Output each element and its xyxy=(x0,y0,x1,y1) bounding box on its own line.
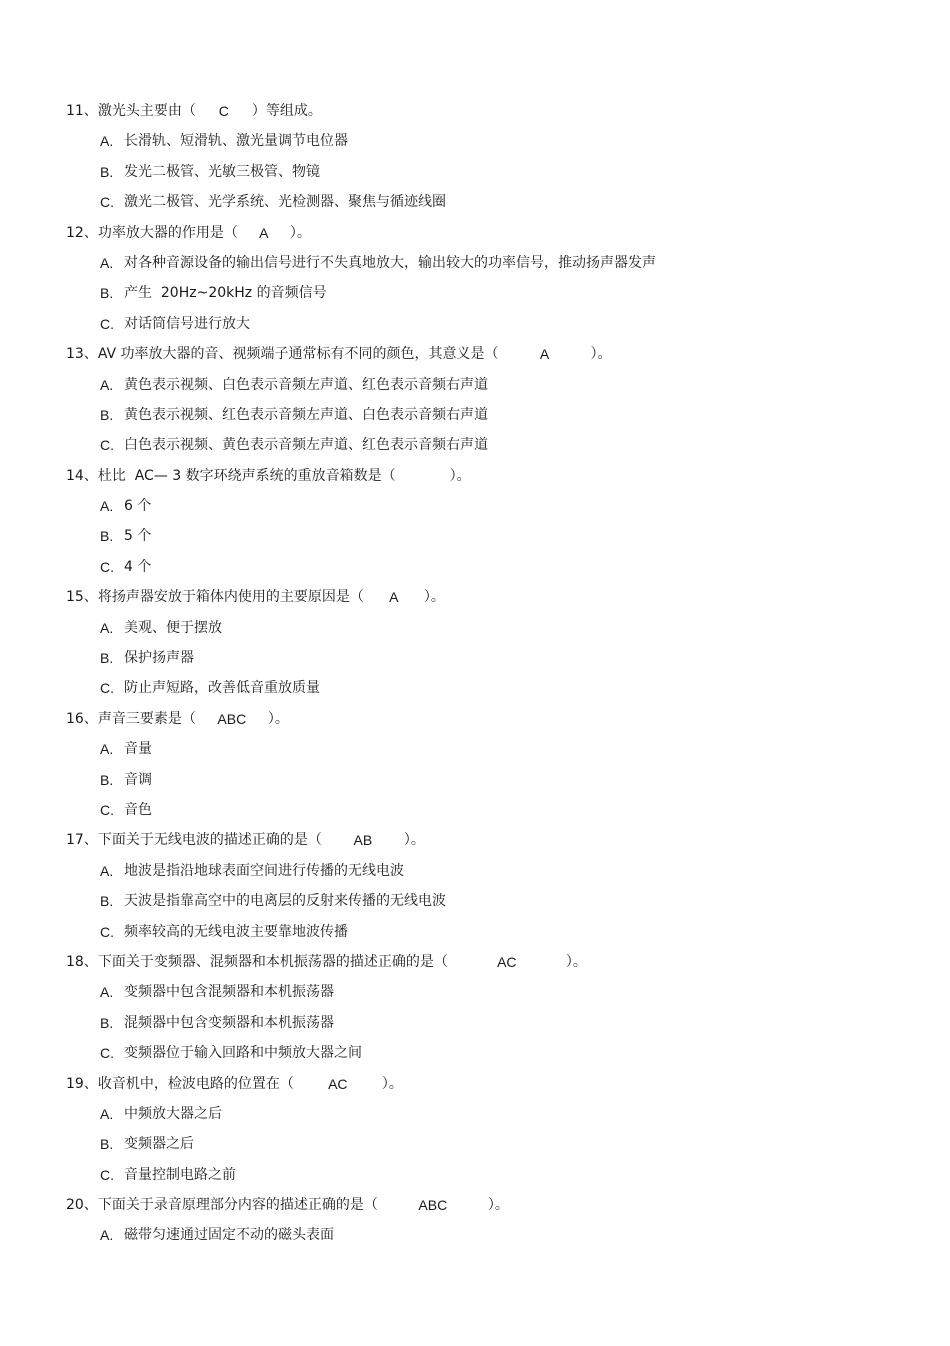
option-item xyxy=(66,370,906,400)
question-number: 15、 xyxy=(66,589,98,606)
option-letter: C. xyxy=(100,801,114,818)
option-letter: A. xyxy=(100,862,114,879)
question-text-before: AV 功率放大器的音、视频端子通常标有不同的颜色，其意义是（ xyxy=(97,346,499,363)
option-text: 保护扬声器 xyxy=(124,650,194,667)
question-stem xyxy=(66,825,906,855)
option-text: 音量控制电路之前 xyxy=(124,1166,236,1183)
option-letter: C. xyxy=(100,437,114,454)
option-text: 变频器中包含混频器和本机振荡器 xyxy=(124,984,334,1001)
question-text-before: 激光头主要由（ xyxy=(97,103,196,119)
answer-blank: A xyxy=(539,346,550,363)
option-item xyxy=(66,309,906,339)
option-text: 变频器之后 xyxy=(124,1136,194,1153)
option-item xyxy=(66,1099,906,1129)
option-letter: C. xyxy=(100,1166,114,1183)
option-item xyxy=(66,856,906,886)
option-item xyxy=(66,187,906,217)
question-number: 14、 xyxy=(66,467,98,484)
option-letter: C. xyxy=(100,680,114,697)
option-text: 黄色表示视频、红色表示音频左声道、白色表示音频右声道 xyxy=(124,406,488,423)
option-letter: B. xyxy=(100,893,114,910)
question-text-after: ）。 xyxy=(487,1197,509,1214)
option-letter: B. xyxy=(100,285,114,302)
question-text-after: ）。 xyxy=(267,710,289,727)
question-text-after: ）。 xyxy=(565,953,587,970)
option-item xyxy=(66,521,906,551)
question-text-after: ）等组成。 xyxy=(251,103,322,119)
answer-blank: A xyxy=(389,589,399,606)
option-item xyxy=(66,673,906,703)
option-item xyxy=(66,430,906,460)
question-stem xyxy=(66,582,906,612)
option-item xyxy=(66,248,906,278)
question-text-after: ）。 xyxy=(289,224,311,241)
question-number: 12、 xyxy=(66,224,98,241)
option-letter: B. xyxy=(100,163,114,180)
option-text: 5 个 xyxy=(124,528,152,545)
question-number: 18、 xyxy=(66,953,98,970)
question-stem xyxy=(66,461,906,491)
question-stem xyxy=(66,704,906,734)
option-item xyxy=(66,1160,906,1190)
option-item xyxy=(66,917,906,947)
option-text: 中频放大器之后 xyxy=(124,1105,222,1122)
option-letter: A. xyxy=(100,619,114,636)
question-stem xyxy=(66,1190,906,1220)
option-text: 地波是指沿地球表面空间进行传播的无线电波 xyxy=(124,862,404,879)
option-letter: C. xyxy=(100,315,114,332)
question-text-before: 收音机中，检波电路的位置在（ xyxy=(97,1075,294,1092)
option-letter: C. xyxy=(100,194,114,211)
option-text: 磁带匀速通过固定不动的磁头表面 xyxy=(124,1227,334,1244)
answer-blank: AC xyxy=(497,953,517,970)
option-letter: A. xyxy=(100,133,114,150)
question-number: 17、 xyxy=(66,832,98,849)
option-letter: B. xyxy=(100,771,114,788)
option-text: 激光二极管、光学系统、光检测器、聚焦与循迹线圈 xyxy=(124,194,446,211)
option-letter: A. xyxy=(100,1227,114,1244)
option-letter: B. xyxy=(100,650,114,667)
question-text-after: ）。 xyxy=(423,589,445,606)
question-number: 20、 xyxy=(66,1197,98,1214)
option-item xyxy=(66,795,906,825)
option-text: 长滑轨、短滑轨、激光量调节电位器 xyxy=(124,133,348,150)
option-item xyxy=(66,1008,906,1038)
option-text: 变频器位于输入回路和中频放大器之间 xyxy=(124,1045,362,1062)
option-text: 音色 xyxy=(124,801,152,818)
question-number: 13、 xyxy=(66,346,98,363)
option-text: 频率较高的无线电波主要靠地波传播 xyxy=(124,923,348,940)
question-text-after: ）。 xyxy=(590,346,612,363)
option-text: 发光二极管、光敏三极管、物镜 xyxy=(124,163,320,180)
option-item xyxy=(66,765,906,795)
option-item xyxy=(66,1129,906,1159)
answer-blank: AB xyxy=(353,832,373,849)
option-letter: A. xyxy=(100,984,114,1001)
question-stem xyxy=(66,1069,906,1099)
option-item xyxy=(66,1038,906,1068)
option-letter: A. xyxy=(100,1105,114,1122)
question-number: 11、 xyxy=(66,103,98,119)
option-text: 4 个 xyxy=(124,558,152,575)
question-text-after: ）。 xyxy=(449,467,471,484)
question-text-before: 下面关于无线电波的描述正确的是（ xyxy=(97,832,322,849)
option-letter: C. xyxy=(100,558,114,575)
option-item xyxy=(66,1220,906,1250)
option-text: 防止声短路，改善低音重放质量 xyxy=(124,680,320,697)
question-text-before: 功率放大器的作用是（ xyxy=(97,224,238,241)
answer-blank: ABC xyxy=(217,710,247,727)
question-text-before: 下面关于录音原理部分内容的描述正确的是（ xyxy=(97,1197,378,1214)
question-text-after: ）。 xyxy=(381,1075,403,1092)
option-item xyxy=(66,886,906,916)
option-text: 美观、便于摆放 xyxy=(124,619,222,636)
answer-blank: C xyxy=(218,103,229,119)
option-text: 6 个 xyxy=(124,498,152,515)
question-text-before: 杜比 AC— 3 数字环绕声系统的重放音箱数是（ xyxy=(97,467,396,484)
option-text: 音量 xyxy=(124,741,152,758)
option-text: 混频器中包含变频器和本机振荡器 xyxy=(124,1014,334,1031)
option-letter: A. xyxy=(100,498,114,515)
option-item xyxy=(66,491,906,521)
option-letter: A. xyxy=(100,741,114,758)
question-text-before: 下面关于变频器、混频器和本机振荡器的描述正确的是（ xyxy=(97,953,448,970)
question-text-before: 将扬声器安放于箱体内使用的主要原因是（ xyxy=(97,589,364,606)
option-text: 天波是指靠高空中的电离层的反射来传播的无线电波 xyxy=(124,893,446,910)
option-letter: A. xyxy=(100,376,114,393)
question-number: 16、 xyxy=(66,710,98,727)
option-text: 对各种音源设备的输出信号进行不失真地放大，输出较大的功率信号，推动扬声器发声 xyxy=(124,254,656,271)
answer-blank: ABC xyxy=(418,1197,448,1214)
option-letter: B. xyxy=(100,406,114,423)
question-stem xyxy=(66,339,906,369)
option-item xyxy=(66,278,906,308)
option-item xyxy=(66,734,906,764)
question-stem xyxy=(66,947,906,977)
option-letter: B. xyxy=(100,1136,114,1153)
option-text: 黄色表示视频、白色表示音频左声道、红色表示音频右声道 xyxy=(124,376,488,393)
question-list xyxy=(66,96,906,1251)
option-letter: A. xyxy=(100,254,114,271)
option-letter: C. xyxy=(100,1045,114,1062)
option-item xyxy=(66,977,906,1007)
answer-blank: AC xyxy=(328,1075,348,1092)
question-number: 19、 xyxy=(66,1075,98,1092)
option-item xyxy=(66,643,906,673)
option-letter: C. xyxy=(100,923,114,940)
question-stem xyxy=(66,218,906,248)
option-text: 白色表示视频、黄色表示音频左声道、红色表示音频右声道 xyxy=(124,437,488,454)
option-item xyxy=(66,157,906,187)
question-stem xyxy=(66,96,906,126)
option-letter: B. xyxy=(100,528,114,545)
question-text-before: 声音三要素是（ xyxy=(97,710,196,727)
option-text: 对话筒信号进行放大 xyxy=(124,315,250,332)
option-item xyxy=(66,400,906,430)
option-text: 产生 20Hz~20kHz 的音频信号 xyxy=(124,285,327,302)
answer-blank: A xyxy=(259,224,269,241)
option-item xyxy=(66,126,906,156)
option-item xyxy=(66,613,906,643)
option-letter: B. xyxy=(100,1014,114,1031)
option-text: 音调 xyxy=(124,771,152,788)
option-item xyxy=(66,552,906,582)
question-text-after: ）。 xyxy=(403,832,425,849)
